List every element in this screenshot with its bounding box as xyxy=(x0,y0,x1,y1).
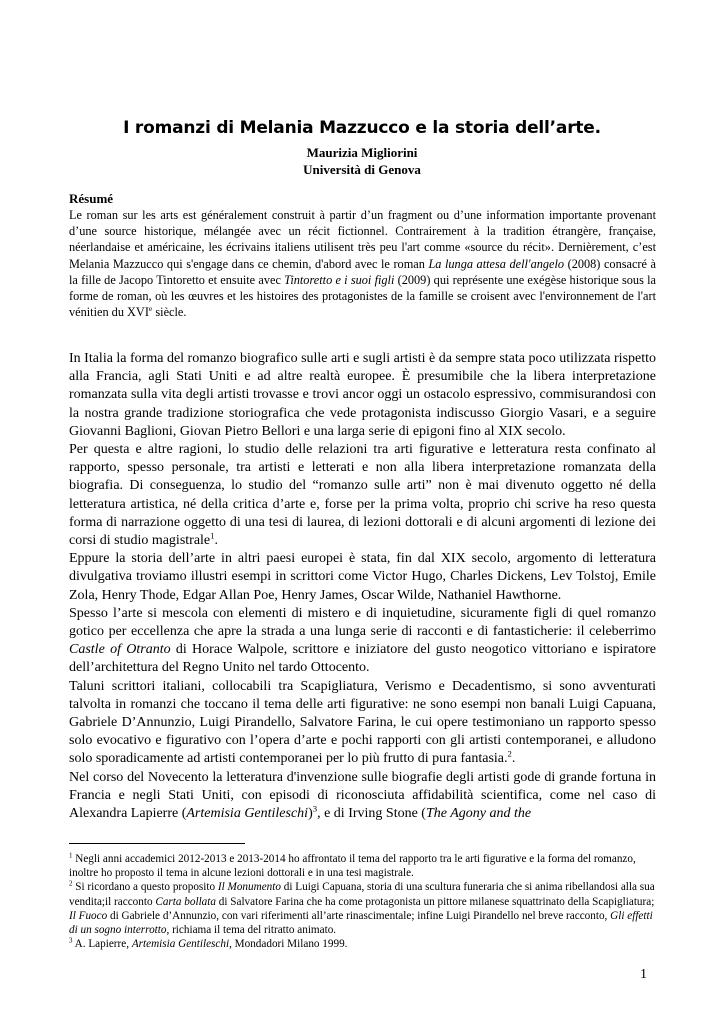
body-paragraph: Per questa e altre ragioni, lo studio delle relazioni tra arti figurative e letteratura resta confinato al rapporto, spesso personale, tra artisti e letterati e non alla libera interpretazione romanzata della biografia. Di conseguenza, lo studio del “romanzo sulle arti” non è mai divenuto oggetto né della letteratura artistica, né della critica d’arte e, forse per la prima volta, proprio chi scrive ha reso questa forma di narrazione oggetto di una tesi di laurea, di lezioni dottorali e di alcuni argomenti di lezione dei corsi di studio magistrale$^1$. xyxy=(69,442,656,549)
author-block xyxy=(0,144,724,178)
resume-paragraph: Le roman sur les arts est généralement construit à partir d’un fragment ou d’une information importante provenant d’une source historique, mélangée avec un récit fictionnel. Contrairement à la tradition étrangère, française, néerlandaise et américaine, les écrivains italiens utilisent très peu l'art comme «source du récit». Dernièrement, c’est Melania Mazzucco qui s'engage dans ce chemin, d'abord avec le roman La lunga attesa dell'angelo (2008) consacré à la fille de Jacopo Tintoretto et ensuite avec Tintoretto e i suoi figli (2009) qui représente une exégèse historique sous la forme de roman, où les œuvres et les histoires des protagonistes de la famille se croisent avec l'environnement de l'art vénitien du XVIe siècle. xyxy=(69,208,656,320)
article-title: I romanzi di Melania Mazzucco e la storia dell’arte. xyxy=(123,118,601,138)
body-paragraph: Taluni scrittori italiani, collocabili tra Scapigliatura, Verismo e Decadentismo, si sono avventurati talvolta in romanzi che toccano il tema delle arti figurative: ne sono esempi non banali Luigi Capuana, Gabriele D’Annunzio, Luigi Pirandello, Salvatore Farina, le cui opere testimoniano un rapporto spesso solo evocativo e figurativo con l’opera d’arte e pochi rapporti con gli artisti contemporanei, e alludono solo sporadicamente ad artisti contemporanei per lo più frutto di pura fantasia.$^2$. xyxy=(69,678,656,767)
footnotes xyxy=(69,852,656,951)
footnote-ref[interactable]: 1 xyxy=(210,530,215,541)
footnote-3: $^3$ A. Lapierre, Artemisia Gentileschi, Mondadori Milano 1999. xyxy=(69,936,348,951)
footnote-ref[interactable]: 3 xyxy=(312,803,318,814)
author-affiliation: Università di Genova xyxy=(303,162,421,177)
footnote-ref[interactable]: 2 xyxy=(507,748,512,759)
footnote-separator xyxy=(69,843,245,844)
body-paragraph: In Italia la forma del romanzo biografico sulle arti e sugli artisti è da sempre stata poco utilizzata rispetto alla Francia, agli Stati Uniti e ad altre realtà europee. È presumibile che la libera interpretazione romanzata sulla vita degli artisti trovasse e trovi ancor oggi un ostacolo espressivo, commisurandosi con la nostra grande tradizione storiografica che vede protagonista indiscusso Giorgio Vasari, e a seguire Giovanni Baglioni, Giovan Pietro Bellori e una larga serie di epigoni fino al XIX secolo. xyxy=(69,351,657,439)
body-paragraph: Nel corso del Novecento la letteratura d'invenzione sulle biografie degli artisti gode di grande fortuna in Francia e negli Stati Uniti, con episodi di riconosciuta affidabilità scientifica, come nel caso di Alexandra Lapierre (Artemisia Gentileschi)$^3$, e di Irving Stone (The Agony and the xyxy=(69,769,656,822)
body-paragraph: Spesso l’arte si mescola con elementi di mistero e di inquietudine, sicuramente figli di quel romanzo gotico per eccellenza che apre la strada a una lunga serie di racconti e di fantasticherie: il celeberrimo Castle of Otranto di Horace Walpole, scrittore e iniziatore del gusto neogotico vittoriano e ispiratore dell’architettura del Regno Unito nel tardo Ottocento. xyxy=(69,605,656,676)
resume-heading: Résumé xyxy=(69,191,114,206)
footnote-1: $^1$ Negli anni accademici 2012-2013 e 2013-2014 ho affrontato il tema del rapporto tra le arti figurative e la forma del romanzo, inoltre ho proposto il tema in alcune lezioni dottorali e in una tesi magistrale. xyxy=(69,851,636,880)
author-name: Maurizia Migliorini xyxy=(306,145,418,160)
footnote-2: $^2$ Si ricordano a questo proposito Il Monumento di Luigi Capuana, storia di una scultura funeraria che si anima ribellandosi alla sua vendita;il racconto Carta bollata di Salvatore Farina che ha come protagonista un pittore milanese squattrinato della Scapigliatura; Il Fuoco di Gabriele d’Annunzio, con vari riferimenti all’arte rinascimentale; infine Luigi Pirandello nel breve racconto, Gli effetti di un sogno interrotto, richiama il tema del ritratto animato. xyxy=(69,879,655,937)
article-body xyxy=(69,350,656,823)
page-number: 1 xyxy=(640,967,647,982)
body-paragraph: Eppure la storia dell’arte in altri paesi europei è stata, fin dal XIX secolo, argomento di letteratura divulgativa troviamo illustri esempi in scrittori come Victor Hugo, Charles Dickens, Lev Tolstoj, Emile Zola, Henry Thode, Edgar Allan Poe, Henry James, Oscar Wilde, Nathaniel Hawthorne. xyxy=(69,551,656,603)
